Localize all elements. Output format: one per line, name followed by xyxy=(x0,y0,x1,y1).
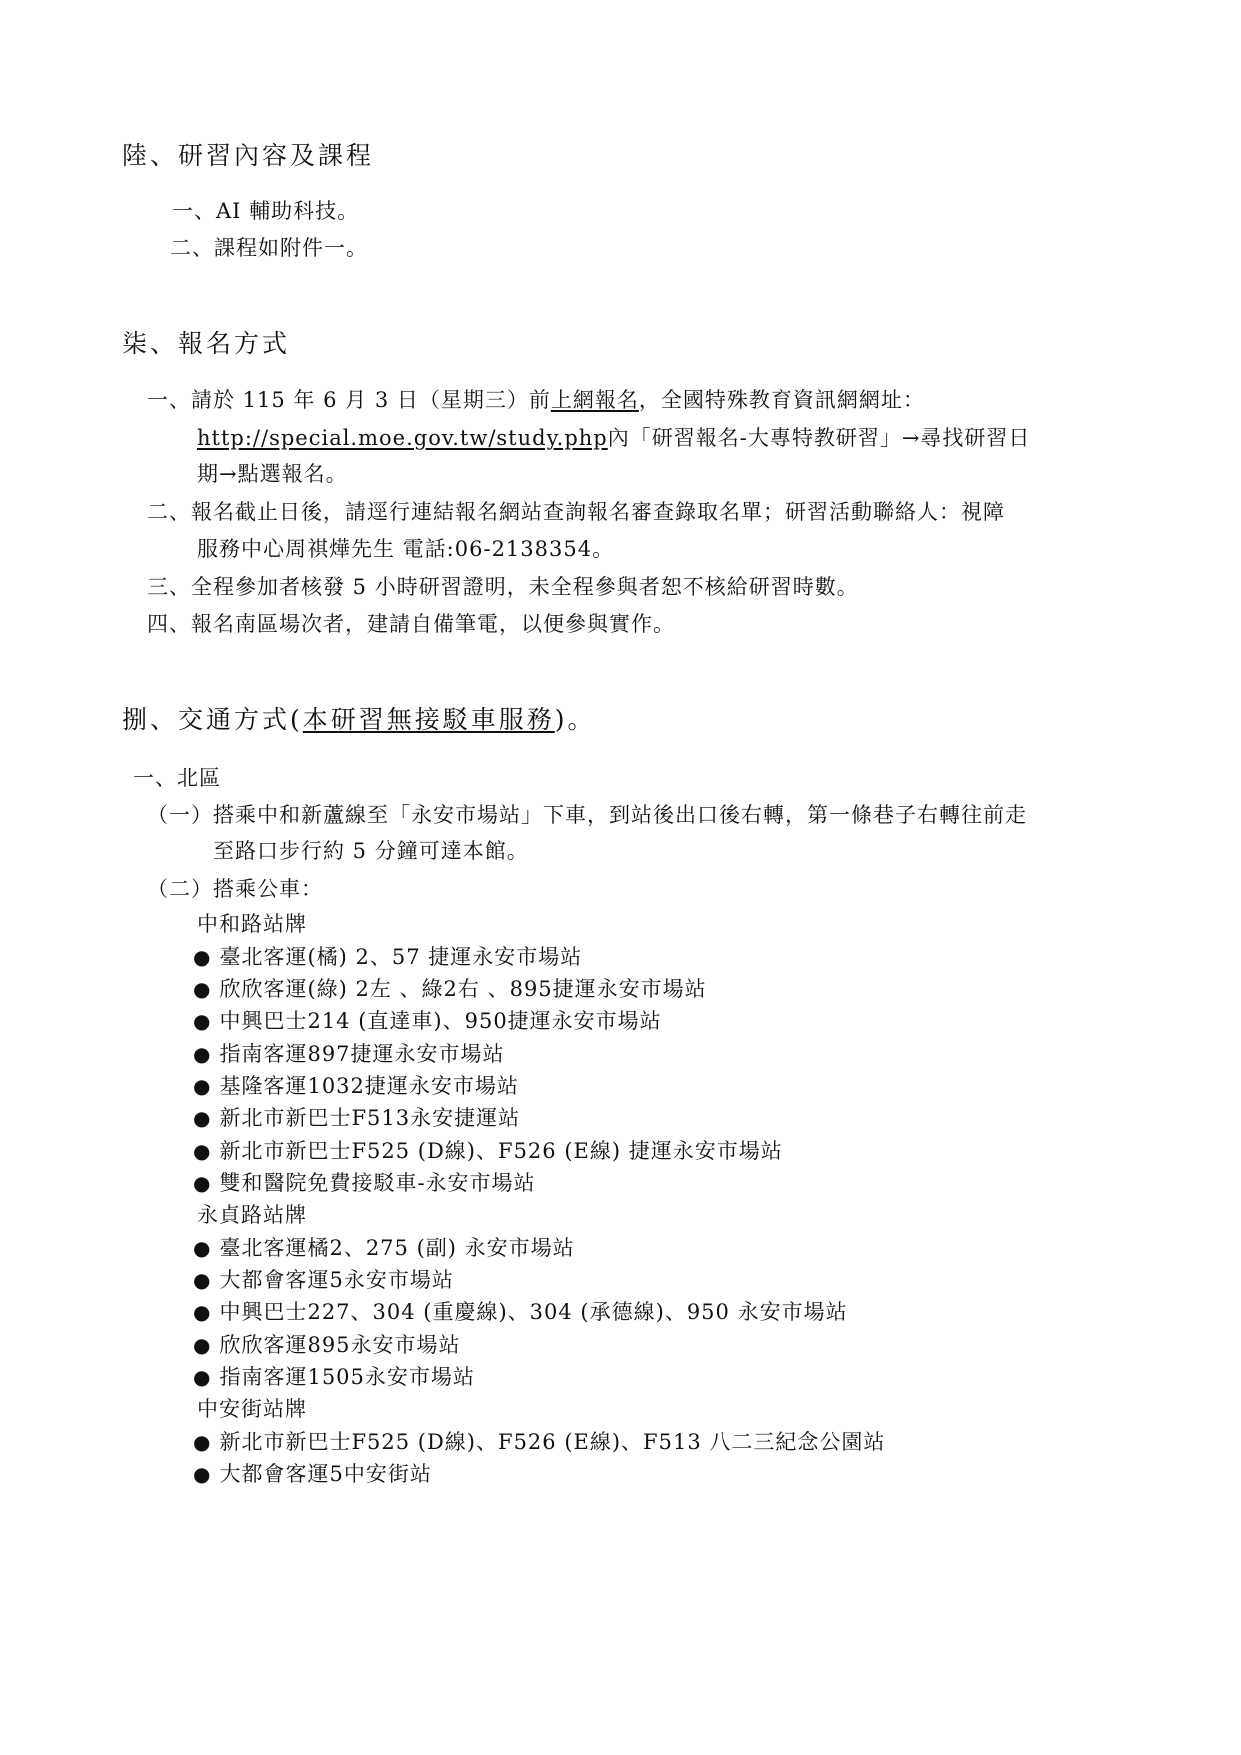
bus-line-item: ● 欣欣客運895永安市場站 xyxy=(193,1331,461,1359)
bus-stop-group-name: 永貞路站牌 xyxy=(197,1203,307,1227)
bus-line-item: ● 大都會客運5永安市場站 xyxy=(193,1266,454,1294)
bus-line-item: ● 指南客運897捷運永安市場站 xyxy=(193,1040,505,1068)
bus-line-item: ● 臺北客運橘2、275 (副) 永安市場站 xyxy=(193,1234,575,1262)
section-6-heading: 陸、研習內容及課程 xyxy=(122,141,375,170)
bus-line-item: ● 中興巴士214 (直達車)、950捷運永安市場站 xyxy=(193,1007,662,1035)
bus-stop-group-name: 中安街站牌 xyxy=(197,1397,307,1421)
section-7-item-2: 二、報名截止日後，請逕行連結報名網站查詢報名審查錄取名單；研習活動聯絡人：視障 xyxy=(147,500,1005,524)
section-8-title-b: )。 xyxy=(554,705,596,734)
mrt-directions: （一）搭乘中和新蘆線至「永安市場站」下車，到站後出口後右轉，第一條巷子右轉往前走 xyxy=(147,803,1027,827)
bus-stop-group-name: 中和路站牌 xyxy=(197,912,307,936)
section-7-item-1-line-3: 期→點選報名。 xyxy=(197,462,348,486)
no-shuttle-notice: 本研習無接駁車服務 xyxy=(302,705,555,734)
section-7-item-1-line-2 xyxy=(197,424,1030,452)
mrt-directions-line-2: 至路口步行約 5 分鐘可達本館。 xyxy=(213,839,529,863)
section-7-heading: 柒、報名方式 xyxy=(122,329,291,358)
bus-line-item: ● 中興巴士227、304 (重慶線)、304 (承德線)、950 永安市場站 xyxy=(193,1298,848,1326)
registration-url-link[interactable]: http://special.moe.gov.tw/study.php xyxy=(197,426,608,450)
bus-directions-label: （二）搭乘公車： xyxy=(147,877,323,901)
bus-line-item: ● 雙和醫院免費接駁車-永安市場站 xyxy=(193,1169,536,1197)
bus-line-item: ● 新北市新巴士F525 (D線)、F526 (E線)、F513 八二三紀念公園站 xyxy=(193,1428,885,1456)
online-registration-underlined: 上網報名 xyxy=(550,388,639,412)
item-1-text-b: ，全國特殊教育資訊網網址： xyxy=(638,388,925,412)
section-6-item-1: 一、AI 輔助科技。 xyxy=(172,199,360,223)
item-1-text-a: 一、請於 115 年 6 月 3 日（星期三）前 xyxy=(147,388,551,412)
bus-line-item: ● 大都會客運5中安街站 xyxy=(193,1460,432,1488)
bus-line-item: ● 新北市新巴士F525 (D線)、F526 (E線) 捷運永安市場站 xyxy=(193,1137,783,1165)
section-7-item-1 xyxy=(147,386,925,414)
bus-line-item: ● 欣欣客運(綠) 2左 、綠2右 、895捷運永安市場站 xyxy=(193,975,707,1003)
bus-line-item: ● 新北市新巴士F513永安捷運站 xyxy=(193,1104,520,1132)
bus-line-item: ● 臺北客運(橘) 2、57 捷運永安市場站 xyxy=(193,943,582,971)
bus-line-item: ● 指南客運1505永安市場站 xyxy=(193,1363,475,1391)
section-7-item-4: 四、報名南區場次者，建請自備筆電，以便參與實作。 xyxy=(147,612,675,636)
section-7-item-3: 三、全程參加者核發 5 小時研習證明，未全程參與者恕不核給研習時數。 xyxy=(147,575,859,599)
item-1-text-c: 內「研習報名-大專特教研習」→尋找研習日 xyxy=(607,426,1031,450)
north-area-label: 一、北區 xyxy=(133,766,221,790)
section-8-heading xyxy=(122,706,596,734)
bus-line-item: ● 基隆客運1032捷運永安市場站 xyxy=(193,1072,519,1100)
section-7-item-2-line-2: 服務中心周祺燁先生 電話:06-2138354。 xyxy=(197,537,615,561)
section-6-item-2: 二、課程如附件一。 xyxy=(170,236,368,260)
section-8-title-a: 捌、交通方式( xyxy=(122,705,303,734)
